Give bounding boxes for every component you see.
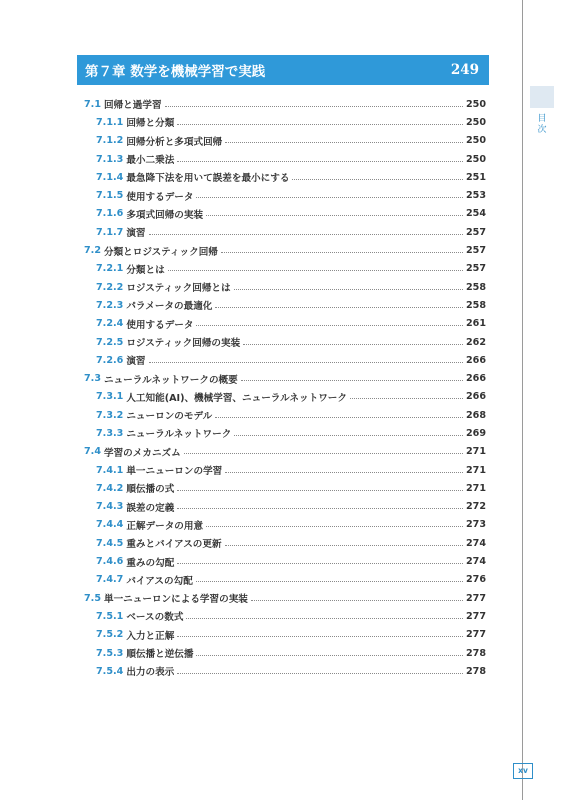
toc-subsection-row[interactable] [84,223,486,241]
dot-leader [184,453,463,454]
toc-subsection-row[interactable] [84,132,486,150]
toc-entry-number: 7.2.2 [96,281,124,293]
dot-leader [221,252,463,253]
toc-entry-number: 7.3.2 [96,409,124,421]
page-number: xv [513,763,533,779]
toc-entry-page: 277 [465,629,486,641]
toc-subsection-row[interactable] [84,351,486,369]
toc-entry-number: 7.4 [84,446,101,458]
dot-leader [196,655,462,656]
toc-entry-page: 257 [465,263,486,275]
dot-leader [149,234,463,235]
dot-leader [177,563,463,564]
toc-entry-page: 272 [465,501,486,513]
dot-leader [251,600,463,601]
toc-entry-title: 誤差の定義 [126,502,175,514]
toc-entry-number: 7.1.5 [96,190,124,202]
toc-entry-number: 7.1.7 [96,226,124,238]
toc-entry-number: 7.5.1 [96,610,124,622]
toc-entry-title: 多項式回帰の実装 [126,209,204,221]
dot-leader [225,142,463,143]
toc-entry-page: 258 [465,281,486,293]
toc-entry-title: 人工知能(AI)、機械学習、ニューラルネットワーク [126,392,347,404]
side-label-toc[interactable]: 目 次 [537,114,547,135]
dot-leader [196,581,463,582]
chapter-title: 第７章 数学を機械学習で実践 [85,64,266,80]
toc-subsection-row[interactable] [84,260,486,278]
toc-entry-title: ロジスティック回帰の実装 [126,338,241,349]
toc-entry-page: 278 [465,665,486,677]
toc-subsection-row[interactable] [84,333,486,351]
toc-entry-title: 最小二乗法 [126,155,175,167]
toc-entry-page: 274 [465,556,486,568]
toc-entry-title: ニューラルネットワーク [126,429,232,441]
dot-leader [234,289,463,290]
toc-entry-number: 7.1 [84,98,101,110]
toc-entry-page: 257 [465,245,486,257]
dot-leader [234,435,463,436]
toc-entry-title: 学習のメカニズム [104,447,181,459]
toc-entry-number: 7.5.3 [96,647,124,659]
toc-entry-title: 順伝播と逆伝播 [126,649,194,661]
dot-leader [177,673,463,674]
toc-subsection-row[interactable] [84,113,486,131]
toc-entry-number: 7.3.3 [96,427,124,439]
toc-entry-page: 257 [465,226,486,238]
dot-leader [196,197,462,198]
toc-entry-number: 7.4.3 [96,501,124,513]
toc-entry-number: 7.3.1 [96,391,124,403]
toc-entry-page: 250 [465,135,486,147]
toc-entry-number: 7.5 [84,592,101,604]
toc-entry-number: 7.4.4 [96,519,124,531]
dot-leader [177,161,463,162]
toc-subsection-row[interactable] [84,461,486,479]
toc-entry-title: 分類とロジスティック回帰 [104,246,218,258]
toc-entry-page: 266 [465,354,486,366]
toc-entry-title: 演習 [126,228,146,240]
toc-entry-title: 順伝播の式 [126,484,175,496]
toc-entry-page: 268 [465,409,486,421]
toc-entry-title: 出力の表示 [126,667,175,679]
toc-section-row[interactable] [84,589,486,607]
toc-entry-page: 277 [465,592,486,604]
toc-subsection-row[interactable] [84,388,486,406]
dot-leader [243,344,463,345]
toc-entry-page: 271 [465,464,486,476]
toc-subsection-row[interactable] [84,296,486,314]
toc-subsection-row[interactable] [84,168,486,186]
toc-subsection-row[interactable] [84,205,486,223]
toc-subsection-row[interactable] [84,644,486,662]
toc-entry-title: ベースの数式 [126,612,184,624]
toc-entry-page: 277 [465,610,486,622]
toc-subsection-row[interactable] [84,186,486,204]
dot-leader [206,215,463,216]
toc-entry-number: 7.2.5 [96,336,124,348]
toc-subsection-row[interactable] [84,424,486,442]
toc-subsection-row[interactable] [84,607,486,625]
toc-entry-title: バイアスの勾配 [126,575,193,587]
toc-entry-number: 7.2.3 [96,299,124,311]
toc-entry-page: 269 [465,427,486,439]
toc-entry-number: 7.1.6 [96,208,124,220]
toc-entry-number: 7.2 [84,245,101,257]
toc-entry-number: 7.4.5 [96,537,124,549]
toc-entry-number: 7.4.1 [96,464,124,476]
toc-entry-number: 7.5.4 [96,665,124,677]
dot-leader [241,380,463,381]
toc-entry-title: 正解データの用意 [126,520,204,532]
toc-entry-page: 253 [465,190,486,202]
toc-entry-page: 251 [465,171,486,183]
toc-entry-page: 258 [465,299,486,311]
toc-entry-title: 使用するデータ [126,191,194,203]
toc-section-row[interactable] [84,95,486,113]
toc-entry-number: 7.3 [84,373,101,385]
toc-entry-number: 7.1.3 [96,153,124,165]
toc-entry-number: 7.1.4 [96,171,124,183]
toc-subsection-row[interactable] [84,150,486,168]
toc-entry-page: 274 [465,537,486,549]
dot-leader [350,398,463,399]
dot-leader [177,636,463,637]
chapter-page: 249 [450,62,479,78]
toc-subsection-row[interactable] [84,479,486,497]
toc-subsection-row[interactable] [84,571,486,589]
toc-entry-number: 7.1.1 [96,116,124,128]
dot-leader [206,526,463,527]
toc-entry-number: 7.4.2 [96,482,124,494]
dot-leader [225,472,463,473]
toc-entry-title: ニューラルネットワークの概要 [104,374,238,386]
dot-leader [168,270,463,271]
dot-leader [165,106,463,107]
toc-entry-page: 276 [465,574,486,586]
toc-section-row[interactable] [84,241,486,259]
dot-leader [215,307,463,308]
toc-entry-title: 分類とは [126,264,165,276]
toc-entry-page: 271 [465,446,486,458]
toc-entry-number: 7.4.6 [96,556,124,568]
toc-entry-title: 最急降下法を用いて誤差を最小にする [126,173,290,185]
toc-entry-page: 271 [465,482,486,494]
toc-entry-number: 7.2.4 [96,318,124,330]
toc-entry-page: 250 [465,153,486,165]
dot-leader [292,179,463,180]
toc-subsection-row[interactable] [84,315,486,333]
toc-entry-title: 回帰と分類 [126,118,175,130]
toc-entry-page: 254 [465,208,486,220]
toc-entry-number: 7.4.7 [96,574,124,586]
toc-entry-page: 266 [465,391,486,403]
toc-entry-title: 使用するデータ [126,319,194,331]
dot-leader [177,490,463,491]
dot-leader [196,325,462,326]
dot-leader [149,362,463,363]
toc-entry-page: 250 [465,116,486,128]
toc-subsection-row[interactable] [84,552,486,570]
toc-entry-title: 回帰分析と多項式回帰 [126,136,223,148]
toc-section-row[interactable] [84,369,486,387]
dot-leader [186,618,463,619]
toc-entry-page: 266 [465,373,486,385]
toc-entry-title: ロジスティック回帰とは [126,283,231,295]
toc-entry-page: 262 [465,336,486,348]
toc-subsection-row[interactable] [84,406,486,424]
toc-entry-title: パラメータの最適化 [126,301,213,313]
toc-entry-number: 7.1.2 [96,135,124,147]
toc-entry-title: 単一ニューロンによる学習の実装 [104,594,248,606]
toc-entry-page: 273 [465,519,486,531]
dot-leader [225,545,463,546]
toc-entry-title: 単一ニューロンの学習 [126,466,223,478]
toc-subsection-row[interactable] [84,516,486,534]
side-tab[interactable] [530,86,554,108]
toc-entry-title: ニューロンのモデル [126,411,213,423]
toc-subsection-row[interactable] [84,626,486,644]
toc-section-row[interactable] [84,443,486,461]
toc-subsection-row[interactable] [84,278,486,296]
dot-leader [215,417,463,418]
toc-entry-page: 278 [465,647,486,659]
toc-entry-title: 演習 [126,356,146,368]
chapter-banner[interactable] [77,55,489,85]
toc-entry-title: 重みとバイアスの更新 [126,539,222,551]
toc-subsection-row[interactable] [84,534,486,552]
dot-leader [177,508,463,509]
toc-entry-page: 250 [465,98,486,110]
toc-entry-title: 入力と正解 [126,630,175,642]
toc-subsection-row[interactable] [84,498,486,516]
dot-leader [177,124,463,125]
toc-entry-number: 7.2.6 [96,354,124,366]
toc-entry-title: 回帰と過学習 [104,100,162,112]
margin-rule [522,0,523,800]
toc-entry-number: 7.5.2 [96,629,124,641]
toc-entry-page: 261 [465,318,486,330]
toc-subsection-row[interactable] [84,662,486,680]
toc-entry-number: 7.2.1 [96,263,124,275]
toc-entry-title: 重みの勾配 [126,557,175,569]
table-of-contents [84,95,486,681]
